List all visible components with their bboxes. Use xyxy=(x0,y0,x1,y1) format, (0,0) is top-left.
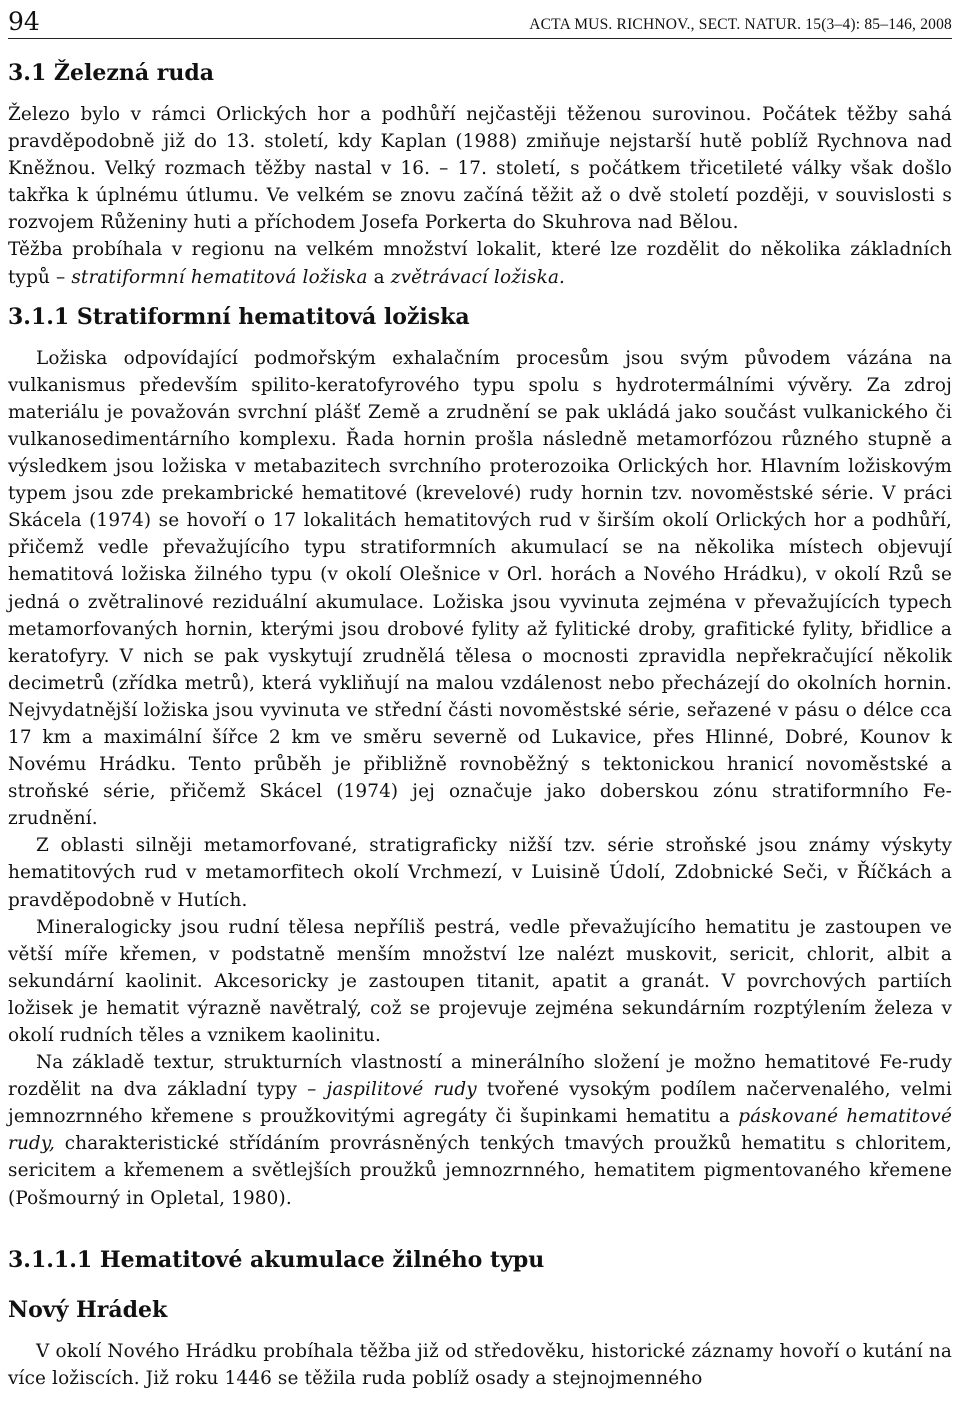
document-page xyxy=(8,0,952,1392)
emphasis-term: páskované hematitové rudy, xyxy=(8,1106,952,1155)
paragraph-text: charakteristické střídáním provrásněných tenkých tmavých proužků hematitu s chloritem, sericitem a křemenem a světlejších proužků jemnozrnného, hematitem pigmentovaného křemene (Pošmourný in Opletal, 1980). xyxy=(8,1133,952,1209)
emphasis-term: jaspilitové rudy xyxy=(326,1079,477,1101)
paragraph xyxy=(8,1049,952,1212)
paragraph-text: a xyxy=(373,266,385,288)
running-header xyxy=(8,0,952,39)
emphasis-term: stratiformní hematitová ložiska xyxy=(71,266,368,288)
section-heading: 3.1 Železná ruda xyxy=(8,60,214,86)
paragraph: V okolí Nového Hrádku probíhala těžba již od středověku, historické záznamy hovoří o kutání na více ložiscích. Již roku 1446 se těžila ruda poblíž osady a stejnojmenného xyxy=(8,1340,952,1389)
emphasis-term: zvětrávací ložiska. xyxy=(390,266,566,288)
paragraph: Železo bylo v rámci Orlických hor a podhůří nejčastěji těženou surovinou. Počátek těžby sahá pravděpodobně již do 13. století, kdy Kaplan (1988) zmiňuje nejstarší hutě poblíž Rychnova nad Kněžnou. Velký rozmach těžby nastal v 16. – 17. století, s počátkem třicetileté války však došlo takřka k úplnému útlumu. Ve velkém se znovu začíná těžit až o dvě století později, v souvislosti s rozvojem Růženiny huti a příchodem Josefa Porkerta do Skuhrova nad Bělou. xyxy=(8,104,952,234)
paragraph-text: Těžba probíhala v regionu na velkém množství lokalit, které lze rozdělit do několika základních typů – xyxy=(8,239,952,288)
journal-citation: ACTA MUS. RICHNOV., SECT. NATUR. 15(3–4): 85–146, 2008 xyxy=(529,16,952,33)
subsubsection-heading: 3.1.1.1 Hematitové akumulace žilného typu xyxy=(8,1246,545,1273)
paragraph xyxy=(8,236,952,290)
paragraph: Mineralogicky jsou rudní tělesa nepříliš pestrá, vedle převažujícího hematitu je zastoupen ve větší míře křemen, v podstatně menším množství lze nalézt muskovit, sericit, chlorit, albit a sekundární kaolinit. Akcesoricky je zastoupen titanit, apatit a granát. V povrchových partiích ložisek je hematit výrazně navětralý, což se projevuje zejména sekundárním rozptýlením železa v okolí rudních těles a vznikem kaolinitu. xyxy=(8,916,952,1046)
paragraph-text: tvořené vysokým podílem načervenalého, velmi jemnozrnného křemene s proužkovitými agregáty či šupinkami hematitu a xyxy=(8,1079,952,1128)
subsection-heading: 3.1.1 Stratiformní hematitová ložiska xyxy=(8,303,470,330)
paragraph: Z oblasti silněji metamorfované, stratigraficky nižší tzv. série stroňské jsou známy výskyty hematitových rud v metamorfitech okolí Vrchmezí, v Luisině Údolí, Zdobnické Seči, v Říčkách a pravděpodobně v Hutích. xyxy=(8,835,952,911)
paragraph-text: Na základě textur, strukturních vlastností a minerálního složení je možno hematitové Fe-rudy rozdělit na dva základní typy – xyxy=(8,1052,952,1101)
locality-heading: Nový Hrádek xyxy=(8,1296,168,1323)
page-number: 94 xyxy=(8,7,40,36)
paragraph: Ložiska odpovídající podmořským exhalačním procesům jsou svým původem vázána na vulkanismus především spilito-keratofyrového typu spolu s hydrotermálními vývěry. Za zdroj materiálu je považován svrchní plášť Země a zrudnění se pak ukládá jako součást vulkanického či vulkanosedimentárního komplexu. Řada hornin prošla následně metamorfózou různého stupně a výsledkem jsou ložiska v metabazitech svrchního proterozoika Orlických hor. Hlavním ložiskovým typem jsou zde prekambrické hematitové (krevelové) rudy hornin tzv. novoměstské série. V práci Skácela (1974) se hovoří o 17 lokalitách hematitových rud v širším okolí Orlických hor a podhůří, přičemž vedle převažujícího typu stratiformních akumulací se na několika místech objevují hematitová ložiska žilného typu (v okolí Olešnice v Orl. horách a Nového Hrádku), v okolí Rzů se jedná o zvětralinové reziduální akumulace. Ložiska jsou vyvinuta zejména v převažujících typech metamorfovaných hornin, kterými jsou drobové fylity až fylitické droby, grafitické fylity, břidlice a keratofyry. V nich se pak vyskytují zrudnělá tělesa o mocnosti zpravidla nepřekračující několik decimetrů (zřídka metrů), která vykliňují na malou vzdálenost nebo přecházejí do okolních hornin. Nejvydatnější ložiska jsou vyvinuta ve střední části novoměstské série, seřazené v pásu o délce cca 17 km a maximální šířce 2 km ve směru severně od Lukavice, přes Hlinné, Dobré, Kounov k Novému Hrádku. Tento průběh je přibližně rovnoběžný s tektonickou hranicí novoměstské a stroňské série, přičemž Skácel (1974) jej označuje jako doberskou zónu stratiformního Fe-zrudnění. xyxy=(8,347,952,830)
